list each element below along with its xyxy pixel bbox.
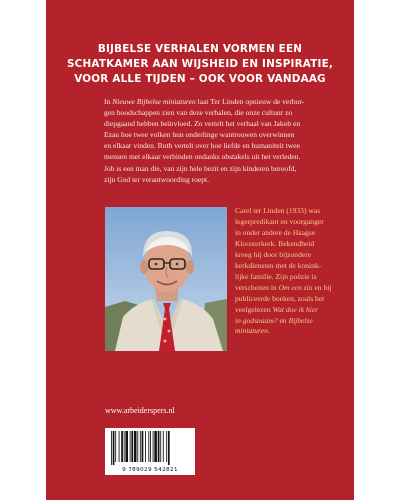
bio-line: in onder andere de Haagse [235, 227, 316, 237]
barcode-bar [131, 431, 133, 462]
barcode-bar [111, 431, 112, 465]
barcode-bar [145, 431, 146, 462]
barcode-bar [119, 431, 120, 462]
back-cover [46, 0, 354, 500]
bio-line: Kloosterkerk. Bekendheid [235, 238, 315, 248]
barcode-bar [113, 431, 115, 465]
barcode-bar [124, 431, 125, 462]
intro-line: en elkaar vinden. Ruth vertelt over hoe liefde en humaniteit twee [104, 141, 300, 151]
barcode-bar [163, 431, 164, 462]
barcode-bar [115, 431, 116, 462]
tagline-heading [46, 42, 354, 87]
barcode-bar [158, 431, 160, 462]
book-title: Nieuwe Bijbelse miniaturen [112, 97, 196, 106]
bio-line: verschenen in Om een zin en hij [235, 282, 332, 292]
tagline-line-3: VOOR ALLE TIJDEN – OOK VOOR VANDAAG [74, 73, 326, 85]
barcode-bar [121, 431, 123, 462]
barcode-bar [142, 431, 144, 462]
book-title: in godsnaam? [235, 315, 278, 325]
isbn-number: 9 789029 542821 [122, 467, 178, 473]
barcode-bar [134, 431, 137, 462]
barcode-bar [137, 431, 138, 462]
tagline-line-1: BIJBELSE VERHALEN VORMEN EEN [97, 43, 303, 55]
book-title: miniaturen [235, 326, 268, 336]
barcode-bar [154, 431, 157, 462]
book-title: Bijbelse [288, 315, 313, 325]
bio-line: veelgelezen Wat doe ik hier [235, 304, 319, 314]
barcode-bar [125, 431, 128, 462]
author-portrait-photo [105, 207, 227, 351]
bio-line: kreeg hij door bijzondere [235, 249, 312, 259]
bio-line: legerpredikant en voorganger [235, 216, 324, 226]
intro-line: Job is een man die, van zijn hele bezit en zijn kinderen beroofd, [104, 163, 297, 173]
bio-line: in godsnaam? en Bijbelse [235, 315, 313, 325]
barcode-bar [166, 431, 167, 462]
intro-line: diepgaand hebben beïnvloed. Zo vertelt het verhaal van Jakob en [104, 119, 301, 129]
bio-line: publiceerde boeken, zoals het [235, 293, 325, 303]
barcode-bar [160, 431, 161, 462]
book-title: Om een zin [278, 282, 313, 292]
publisher-website: www.arbeiderspers.nl [105, 406, 175, 415]
intro-line: gen boodschappen zien van deze verhalen, die onze cultuur zo [104, 108, 293, 118]
barcode-bar [130, 431, 131, 462]
intro-line: Ezau hoe twee volken hun onderlinge wantrouwen overwinnen [104, 130, 295, 140]
barcode-bar [140, 431, 141, 462]
book-title: Wat doe ik hier [272, 304, 319, 314]
author-portrait-icon [105, 207, 227, 351]
isbn-barcode [105, 428, 195, 475]
intro-line: zijn God ter verantwoording roept. [104, 174, 209, 184]
bio-line: kerkdiensten met de konink- [235, 260, 322, 270]
bio-line: Carel ter Linden (1933) was [235, 206, 321, 215]
bio-line: miniaturen. [235, 326, 270, 336]
barcode-bar [148, 431, 149, 462]
intro-paragraph [104, 96, 314, 185]
barcode-bar [153, 431, 154, 462]
barcode-bar [168, 431, 170, 465]
bio-line: lijke familie. Zijn poëzie is [235, 271, 317, 281]
barcode-icon [109, 431, 191, 465]
author-biography [235, 206, 350, 337]
barcode-bar [150, 431, 151, 462]
intro-line: mensen met elkaar verbinden ondanks obstakels uit het verleden. [104, 152, 301, 162]
intro-line: In Nieuwe Bijbelse miniaturen laat Ter Linden opnieuw de verbor- [104, 97, 305, 106]
tagline-line-2: SCHATKAMER AAN WIJSHEID EN INSPIRATIE, [66, 58, 334, 70]
